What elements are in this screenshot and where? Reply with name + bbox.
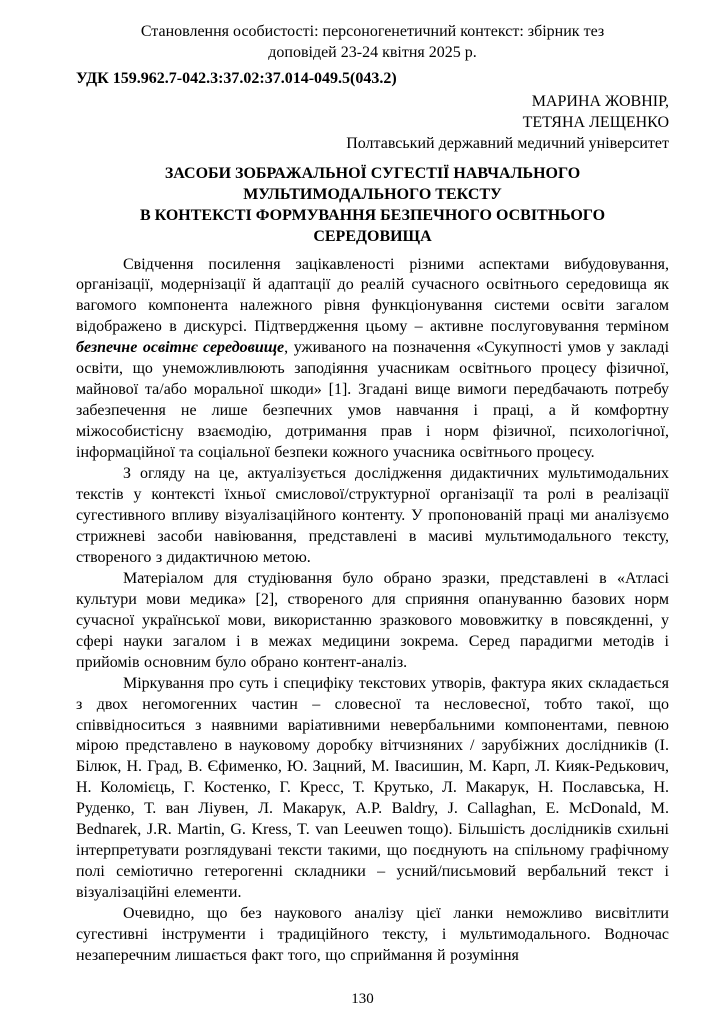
paragraph-1-text-after: , уживаного на позначення «Сукупності умов у закладі освіти, що унеможливлюють заподіяння учасникам освітнього процесу фізичної, майнової та/або моральної шкоди» [1]. Згадані вище вимоги передбачають потребу забезпечення не лише безпечних умов навчання і праці, а й комфортну міжособистісну взаємодію, дотримання прав і норм фізичної, психологічної, інформаційної та соціальної безпеки кожного учасника освітнього процесу. <box>76 339 670 462</box>
paragraph-5: Очевидно, що без наукового аналізу цієї ланки неможливо висвітлити сугестивні інструменти і традиційного тексту, і мультимодального. Водночас незаперечним лишається факт того, що сприймання й розуміння <box>76 905 669 964</box>
article-title <box>76 164 669 248</box>
paragraph-1-text-before: Свідчення посилення зацікавленості різними аспектами вибудовування, організації, модернізації й адаптації до реалій сучасного освітнього середовища як вагомого компонента належного рівня функціонування системи освіти загалом відображено в дискурсі. Підтвердження цьому – активне послуговування терміном <box>76 255 669 336</box>
author-2: ТЕТЯНА ЛЕЩЕНКО <box>522 113 669 131</box>
affiliation: Полтавський державний медичний університет <box>346 134 669 152</box>
header-line-2: доповідей 23-24 квітня 2025 р. <box>268 43 477 61</box>
header-line-1: Становлення особистості: персоногенетичний контекст: збірник тез <box>140 23 605 40</box>
title-line-2: МУЛЬТИМОДАЛЬНОГО ТЕКСТУ <box>243 185 502 203</box>
running-header <box>76 22 669 64</box>
udk-code: УДК 159.962.7-042.3:37.02:37.014-049.5(043.2) <box>76 69 397 87</box>
title-line-3: В КОНТЕКСТІ ФОРМУВАННЯ БЕЗПЕЧНОГО ОСВІТНЬОГО <box>139 206 606 224</box>
emphasized-term: безпечне освітнє середовище <box>76 339 285 357</box>
paragraph-2: З огляду на це, актуалізується дослідження дидактичних мультимодальних текстів у контексті їхньої смислової/структурної організації та ролі в реалізації сугестивного впливу візуалізаційного контенту. У пропонованій праці ми аналізуємо стрижневі засоби навіювання, представлені в масиві мультимодального тексту, створеного з дидактичною метою. <box>76 465 669 566</box>
paragraph-4: Міркування про суть і специфіку текстових утворів, фактура яких складається з двох негомогенних частин – словесної та несловесної, тобто такої, що співвідноситься з наявними варіативними невербальними компонентами, певною мірою представлено в науковому доробку вітчизняних / зарубіжних дослідників (І. Білюк, Н. Град, В. Єфименко, Ю. Зацний, М. Івасишин, М. Карп, Л. Кияк-Редькович, Н. Коломієць, Г. Костенко, Г. Кресс, Т. Крутько, Л. Макарук, Н. Пославська, Н. Руденко, Т. ван Ліувен, Л. Макарук, A.P. Baldry, J. Callaghan, E. McDonald, M. Bednarek, J.R. Martin, G. Kress, T. van Leeuwen тощо). Більшість дослідників схильні інтерпретувати розглядувані тексти такими, що поєднують на спільному графічному полі семіотично гетерогенні складники – усний/письмовий вербальний текст і візуалізаційні елементи. <box>76 674 669 902</box>
title-line-4: СЕРЕДОВИЩА <box>313 227 432 245</box>
authors-block <box>76 92 669 155</box>
title-line-1: ЗАСОБИ ЗОБРАЖАЛЬНОЇ СУГЕСТІЇ НАВЧАЛЬНОГО <box>164 164 581 182</box>
paragraph-1 <box>76 255 669 465</box>
paragraph-3: Матеріалом для студіювання було обрано зразки, представлені в «Атласі культури мови медика» [2], створеного для сприяння опануванню базових норм сучасної української мови, використанню зразкового мововжитку в повсякденні, у сфері науки загалом і в межах медицини зокрема. Серед парадигми методів і прийомів основним було обрано контент-аналіз. <box>76 569 669 671</box>
author-1: МАРИНА ЖОВНІР, <box>531 92 669 110</box>
article-body <box>76 255 669 967</box>
page-number: 130 <box>351 991 374 1008</box>
